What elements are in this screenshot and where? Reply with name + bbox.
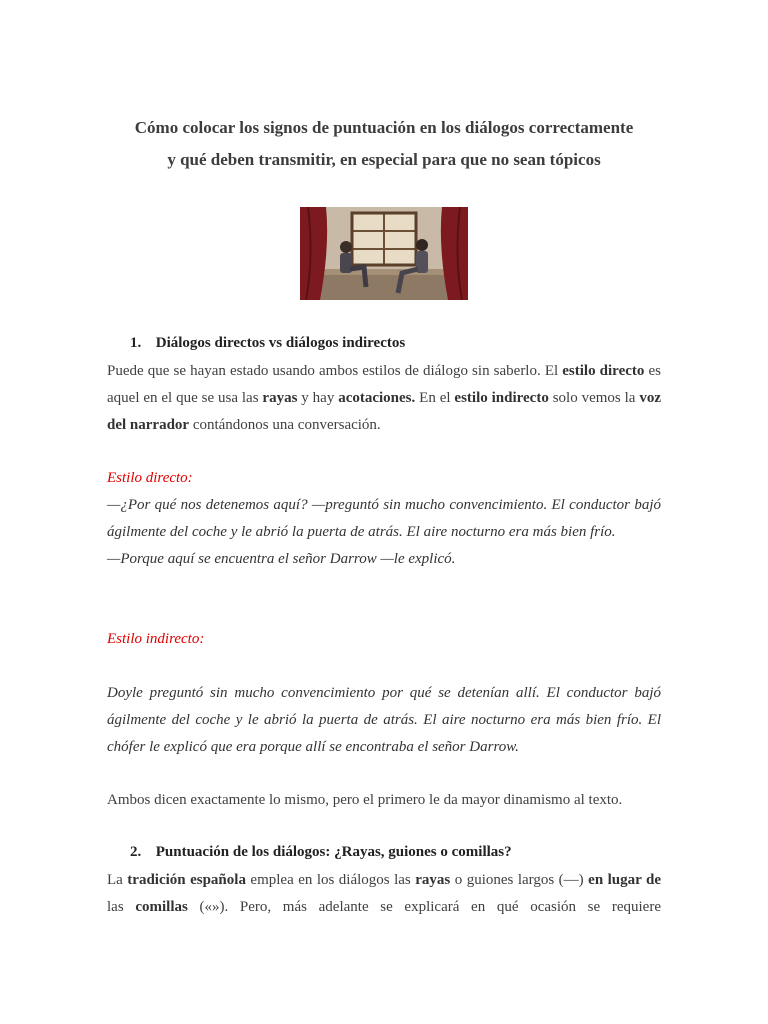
section-2-paragraph: [107, 867, 661, 921]
section-1-title: Diálogos directos vs diálogos indirectos: [155, 335, 406, 351]
text-run: las: [107, 899, 136, 915]
summary-paragraph: Ambos dicen exactamente lo mismo, pero el primero le da mayor dinamismo al texto.: [107, 792, 623, 808]
dialogue-line: —¿Por qué nos detenemos aquí? —preguntó sin mucho convencimiento. El conductor bajó ágilmente del coche y le abrió la puerta de atrás. El aire nocturno era más bien frío.: [107, 497, 661, 540]
section-2-title: Puntuación de los diálogos: ¿Rayas, guiones o comillas?: [155, 844, 512, 860]
bold-term-en-lugar-de: en lugar de: [588, 872, 661, 888]
section-1-heading: [130, 335, 405, 352]
indirect-style-label: Estilo indirecto:: [107, 631, 205, 647]
bold-term-estilo-directo: estilo directo: [562, 363, 645, 379]
direct-style-label: Estilo directo:: [107, 470, 193, 486]
bold-term-estilo-indirecto: estilo indirecto: [454, 390, 549, 406]
text-run: contándonos una conversación.: [189, 417, 381, 433]
bold-term-voz-del-narrador: voz del narrador: [107, 390, 661, 433]
text-run: («»). Pero, más adelante se explicará en qué ocasión se requiere: [187, 899, 661, 915]
text-run: es aquel en el que se usa las: [107, 363, 661, 406]
direct-style-example: [107, 492, 661, 573]
page-title-line-2: y qué deben transmitir, en especial para que no sean tópicos: [167, 150, 601, 169]
bold-term-rayas: rayas: [415, 872, 451, 888]
bold-term-acotaciones: acotaciones.: [338, 390, 416, 406]
text-run: o guiones largos (—): [450, 872, 589, 888]
illustration-image: [300, 207, 468, 300]
text-run: Puede que se hayan estado usando ambos estilos de diálogo sin saberlo. El: [107, 363, 563, 379]
section-1-paragraph: [107, 358, 661, 439]
indirect-style-example: Doyle preguntó sin mucho convencimiento por qué se detenían allí. El conductor bajó ágilmente del coche y le abrió la puerta de atrás. El aire nocturno era más bien frío. El chófer le explicó que era porque allí se encontraba el señor Darrow.: [107, 685, 661, 755]
section-1-number: 1.: [130, 335, 142, 351]
text-run: emplea en los diálogos las: [245, 872, 416, 888]
text-run: solo vemos la: [548, 390, 640, 406]
text-run: y hay: [297, 390, 339, 406]
page-title-line-1: Cómo colocar los signos de puntuación en los diálogos correctamente: [134, 118, 634, 137]
text-run: En el: [415, 390, 455, 406]
bold-term-tradicion-espanola: tradición española: [127, 872, 246, 888]
section-2-number: 2.: [130, 844, 142, 860]
dialogue-line: —Porque aquí se encuentra el señor Darrow —le explicó.: [107, 551, 456, 567]
text-run: La: [107, 872, 128, 888]
section-2-heading: [130, 844, 512, 861]
bold-term-rayas: rayas: [262, 390, 298, 406]
bold-term-comillas: comillas: [135, 899, 188, 915]
